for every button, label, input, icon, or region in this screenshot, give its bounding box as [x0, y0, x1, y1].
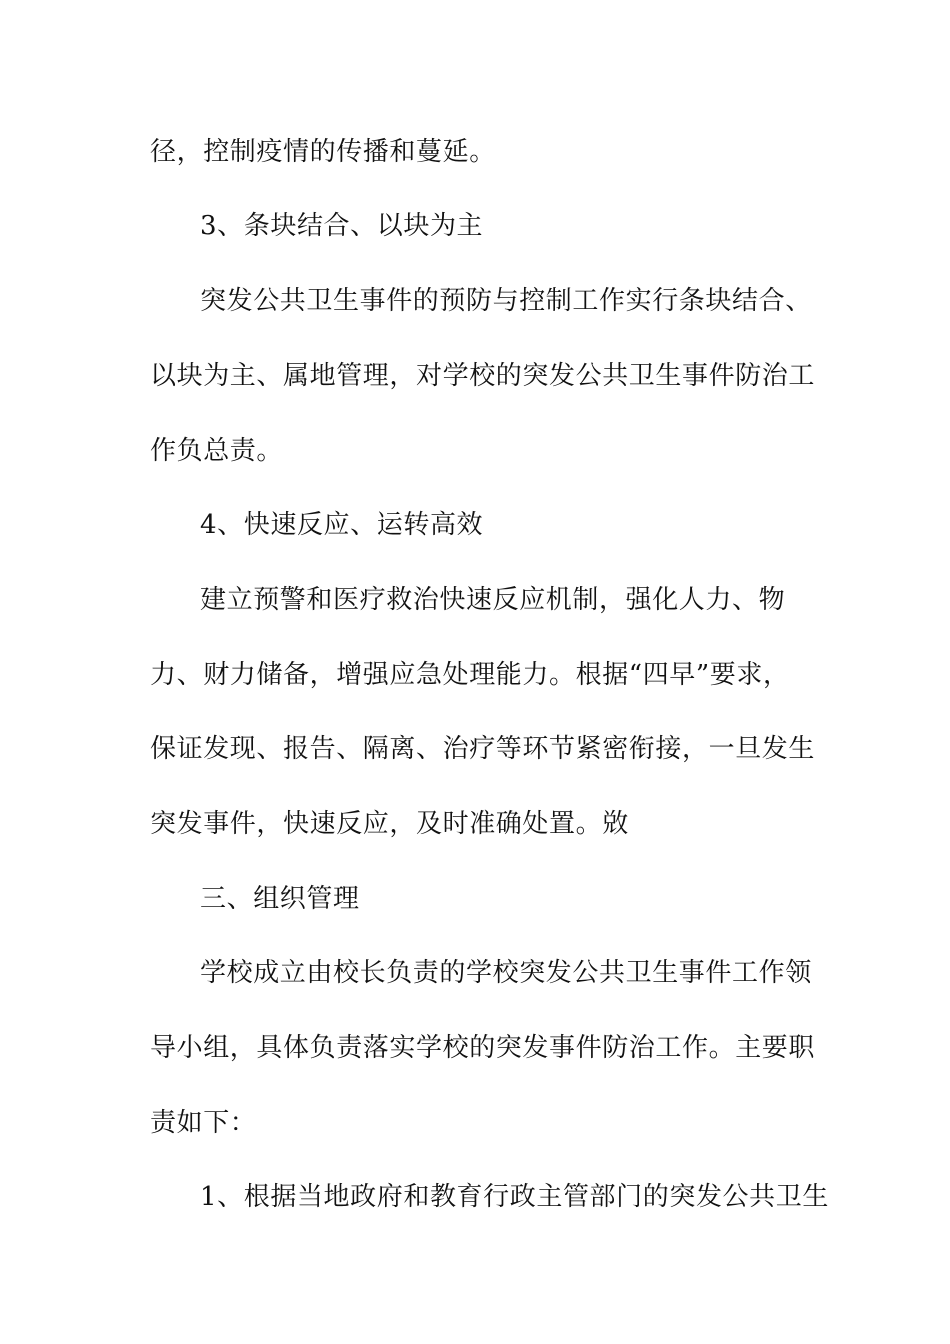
paragraph-line: 作负总责。	[150, 436, 284, 466]
paragraph-line: 建立预警和医疗救治快速反应机制，强化人力、物	[200, 585, 786, 615]
section-heading-organization: 三、组织管理	[200, 884, 360, 914]
paragraph-line: 责如下：	[150, 1108, 257, 1138]
paragraph-line: 保证发现、报告、隔离、治疗等环节紧密衔接，一旦发生	[150, 734, 816, 764]
section-heading-4: 4、快速反应、运转高效	[200, 510, 484, 540]
paragraph-line: 突发事件，快速反应，及时准确处置。敚	[150, 809, 629, 839]
paragraph-line: 导小组，具体负责落实学校的突发事件防治工作。主要职	[150, 1033, 816, 1063]
section-heading-3: 3、条块结合、以块为主	[200, 211, 484, 241]
paragraph-line: 力、财力储备，增强应急处理能力。根据“四早”要求，	[150, 660, 790, 690]
paragraph-line: 学校成立由校长负责的学校突发公共卫生事件工作领	[200, 958, 812, 988]
paragraph-line: 以块为主、属地管理，对学校的突发公共卫生事件防治工	[150, 361, 816, 391]
paragraph-line: 突发公共卫生事件的预防与控制工作实行条块结合、	[200, 286, 812, 316]
numbered-item-line: 1、根据当地政府和教育行政主管部门的突发公共卫生	[200, 1182, 829, 1212]
body-text-line: 径，控制疫情的传播和蔓延。	[150, 137, 496, 167]
